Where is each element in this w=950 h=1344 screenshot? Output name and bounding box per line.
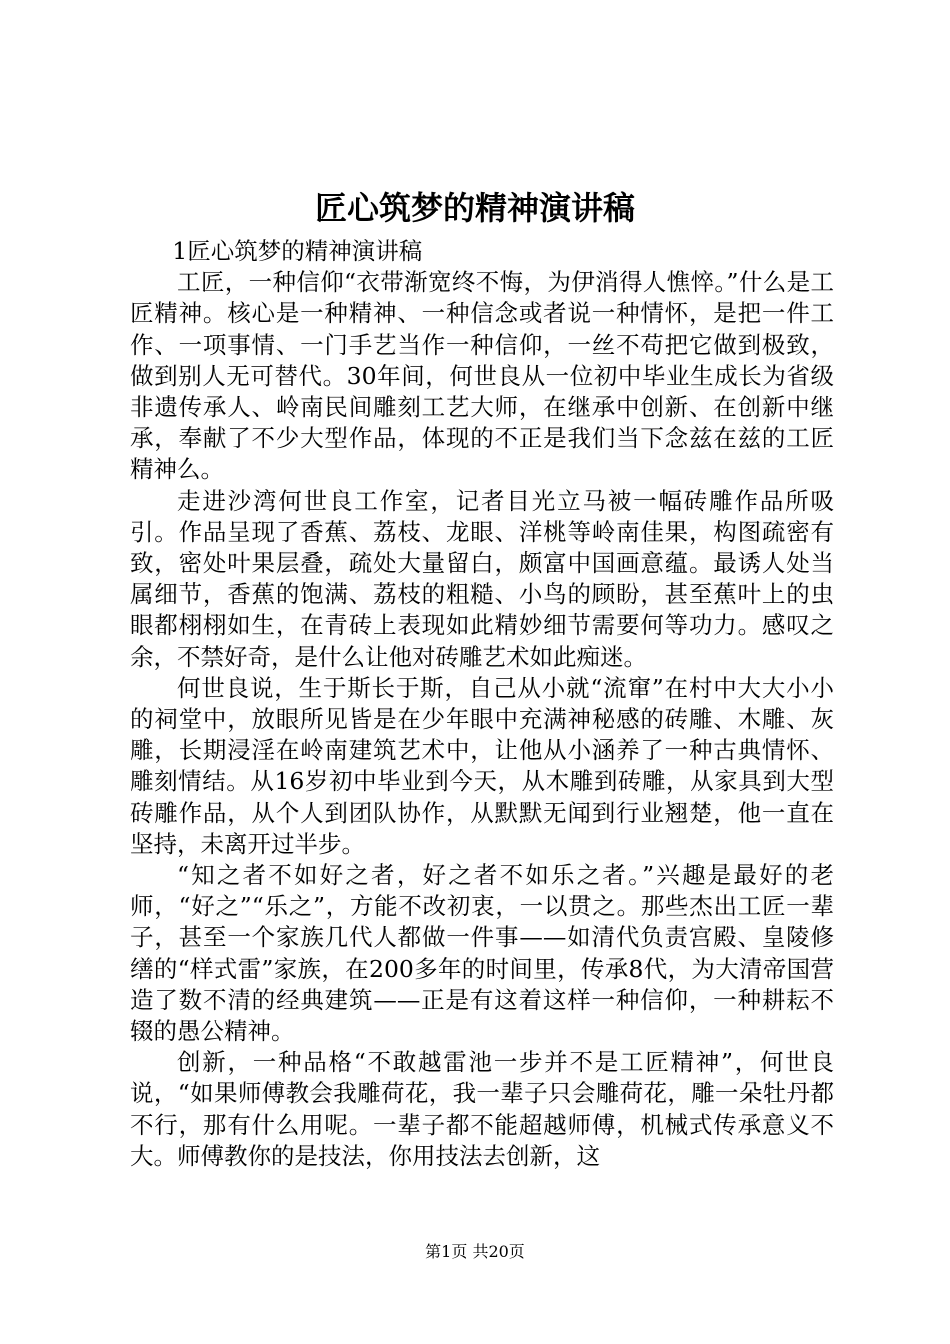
body-paragraph: 创新，一种品格“不敢越雷池一步并不是工匠精神”，何世良说，“如果师傅教会我雕荷花，我一辈子只会雕荷花，雕一朵牡丹都不行，那有什么用呢。一辈子都不能超越师傅，机械式传承意义不大。师傅教你的是技法，你用技法去创新，这: [130, 1048, 834, 1170]
body-paragraph: 走进沙湾何世良工作室，记者目光立马被一幅砖雕作品所吸引。作品呈现了香蕉、荔枝、龙眼、洋桃等岭南佳果，构图疏密有致，密处叶果层叠，疏处大量留白，颇富中国画意蕴。最诱人处当属细节，香蕉的饱满、荔枝的粗糙、小鸟的顾盼，甚至蕉叶上的虫眼都栩栩如生，在青砖上表现如此精妙细节需要何等功力。感叹之余，不禁好奇，是什么让他对砖雕艺术如此痴迷。: [130, 486, 834, 671]
body-paragraph: 工匠，一种信仰“衣带渐宽终不悔，为伊消得人憔悴。”什么是工匠精神。核心是一种精神、一种信念或者说一种情怀，是把一件工作、一项事情、一门手艺当作一种信仰，一丝不苟把它做到极致，做到别人无可替代。30年间，何世良从一位初中毕业生成长为省级非遗传承人、岭南民间雕刻工艺大师，在继承中创新、在创新中继承，奉献了不少大型作品，体现的不正是我们当下念兹在兹的工匠精神么。: [130, 268, 834, 484]
section-subheading: 1匠心筑梦的精神演讲稿: [172, 237, 423, 265]
page-number-footer: 第1页 共20页: [425, 1242, 525, 1261]
body-paragraph: “知之者不如好之者，好之者不如乐之者。”兴趣是最好的老师，“好之”“乐之”，方能不改初衷，一以贯之。那些杰出工匠一辈子，甚至一个家族几代人都做一件事——如清代负责宫殿、皇陵修缮的“样式雷”家族，在200多年的时间里，传承8代，为大清帝国营造了数不清的经典建筑——正是有这着这样一种信仰，一种耕耘不辍的愚公精神。: [130, 861, 834, 1046]
document-body: [130, 236, 834, 1172]
body-paragraph: 何世良说，生于斯长于斯，自己从小就“流窜”在村中大大小小的祠堂中，放眼所见皆是在少年眼中充满神秘感的砖雕、木雕、灰雕，长期浸淫在岭南建筑艺术中，让他从小涵养了一种古典情怀、雕刻情结。从16岁初中毕业到今天，从木雕到砖雕，从家具到大型砖雕作品，从个人到团队协作，从默默无闻到行业翘楚，他一直在坚持，未离开过半步。: [130, 673, 834, 858]
page-title: 匠心筑梦的精神演讲稿: [314, 189, 635, 227]
